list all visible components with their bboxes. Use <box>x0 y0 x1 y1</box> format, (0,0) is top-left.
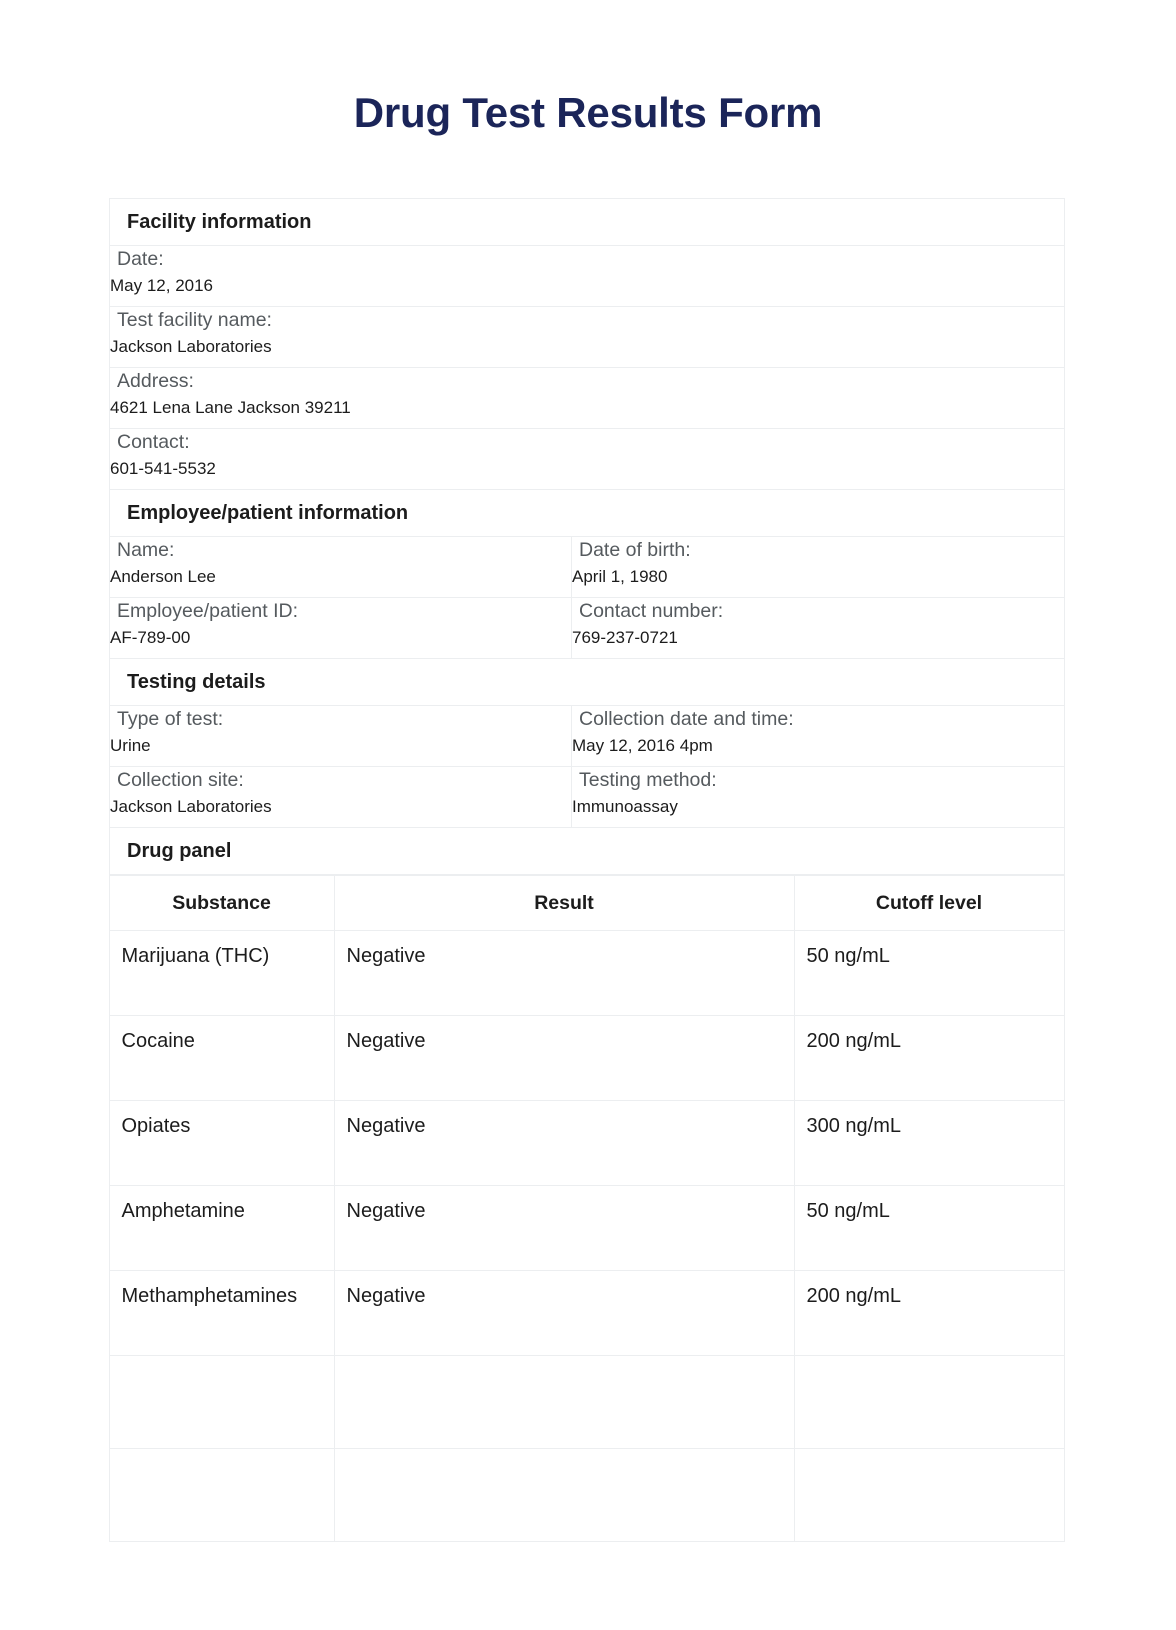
cell-substance[interactable]: Cocaine <box>109 1016 334 1101</box>
table-row <box>109 1356 1064 1449</box>
column-header-result: Result <box>334 876 794 931</box>
field-label-collection-date-and-time: Collection date and time: <box>579 708 794 730</box>
section-header-drug-panel <box>110 828 1065 875</box>
column-header-cutoff-level: Cutoff level <box>794 876 1064 931</box>
field-row-name-dob <box>110 537 1065 598</box>
table-row <box>109 1186 1064 1271</box>
field-row-collection-site-testing-method <box>110 767 1065 828</box>
section-header-cell <box>110 828 1065 875</box>
field-label-name: Name: <box>117 539 175 561</box>
section-header-testing-details <box>110 659 1065 706</box>
field-label-collection-site: Collection site: <box>117 769 244 791</box>
cell-cutoff[interactable]: 50 ng/mL <box>794 931 1064 1016</box>
field-label-contact: Contact: <box>117 431 190 453</box>
cell-cutoff[interactable]: 200 ng/mL <box>794 1016 1064 1101</box>
cell-result[interactable]: Negative <box>334 931 794 1016</box>
cell-substance[interactable]: Methamphetamines <box>109 1271 334 1356</box>
field-value-contact-number[interactable]: 769-237-0721 <box>572 628 678 647</box>
form-table <box>109 198 1065 1542</box>
field-cell-employee-patient-id[interactable] <box>110 598 572 659</box>
section-title-employee-patient-information: Employee/patient information <box>127 502 409 524</box>
field-cell-name[interactable] <box>110 537 572 598</box>
cell-substance[interactable]: Opiates <box>109 1101 334 1186</box>
cell-substance[interactable] <box>109 1356 334 1449</box>
field-cell-date-of-birth[interactable] <box>572 537 1065 598</box>
table-row <box>109 931 1064 1016</box>
section-title-testing-details: Testing details <box>127 671 266 693</box>
cell-cutoff[interactable]: 300 ng/mL <box>794 1101 1064 1186</box>
section-header-cell <box>110 659 1065 706</box>
table-row <box>109 1016 1064 1101</box>
field-row-address <box>110 368 1065 429</box>
field-label-employee-patient-id: Employee/patient ID: <box>117 600 299 622</box>
field-row-date <box>110 246 1065 307</box>
field-value-testing-method[interactable]: Immunoassay <box>572 797 678 816</box>
drug-panel-header-row <box>109 876 1064 931</box>
field-value-name[interactable]: Anderson Lee <box>110 567 216 586</box>
field-label-test-facility-name: Test facility name: <box>117 309 272 331</box>
field-value-date-of-birth[interactable]: April 1, 1980 <box>572 567 668 586</box>
table-row <box>109 1449 1064 1542</box>
field-label-date: Date: <box>117 248 164 270</box>
cell-result[interactable]: Negative <box>334 1016 794 1101</box>
drug-panel-table-row <box>110 875 1065 1543</box>
field-cell-collection-site[interactable] <box>110 767 572 828</box>
field-label-date-of-birth: Date of birth: <box>579 539 691 561</box>
cell-result[interactable] <box>334 1356 794 1449</box>
field-cell-testing-method[interactable] <box>572 767 1065 828</box>
page-title: Drug Test Results Form <box>353 89 823 136</box>
field-cell-test-facility-name[interactable] <box>110 307 1065 368</box>
cell-result[interactable]: Negative <box>334 1271 794 1356</box>
drug-panel-body <box>109 931 1064 1542</box>
section-header-employee-patient-information <box>110 490 1065 537</box>
field-row-id-contact-number <box>110 598 1065 659</box>
field-row-contact <box>110 429 1065 490</box>
field-value-test-facility-name[interactable]: Jackson Laboratories <box>110 337 272 356</box>
cell-substance[interactable]: Marijuana (THC) <box>109 931 334 1016</box>
field-label-contact-number: Contact number: <box>579 600 724 622</box>
section-title-drug-panel: Drug panel <box>127 840 232 862</box>
table-row <box>109 1271 1064 1356</box>
field-value-employee-patient-id[interactable]: AF-789-00 <box>110 628 191 647</box>
section-title-facility-information: Facility information <box>127 211 312 233</box>
table-row <box>109 1101 1064 1186</box>
field-value-type-of-test[interactable]: Urine <box>110 736 151 755</box>
section-header-facility-information <box>110 199 1065 246</box>
field-value-date[interactable]: May 12, 2016 <box>110 276 214 295</box>
field-value-contact[interactable]: 601-541-5532 <box>110 459 216 478</box>
section-header-cell <box>110 199 1065 246</box>
field-cell-contact-number[interactable] <box>572 598 1065 659</box>
field-cell-collection-date-and-time[interactable] <box>572 706 1065 767</box>
column-header-substance: Substance <box>109 876 334 931</box>
field-row-test-facility-name <box>110 307 1065 368</box>
cell-cutoff[interactable] <box>794 1449 1064 1542</box>
field-value-collection-date-and-time[interactable]: May 12, 2016 4pm <box>572 736 713 755</box>
field-value-address[interactable]: 4621 Lena Lane Jackson 39211 <box>110 398 351 417</box>
cell-cutoff[interactable]: 50 ng/mL <box>794 1186 1064 1271</box>
cell-cutoff[interactable]: 200 ng/mL <box>794 1271 1064 1356</box>
section-header-cell <box>110 490 1065 537</box>
drug-panel-table <box>109 875 1065 1542</box>
field-row-type-collection-datetime <box>110 706 1065 767</box>
field-cell-type-of-test[interactable] <box>110 706 572 767</box>
drug-panel-table-cell <box>110 875 1065 1543</box>
cell-substance[interactable]: Amphetamine <box>109 1186 334 1271</box>
cell-result[interactable]: Negative <box>334 1186 794 1271</box>
field-label-address: Address: <box>117 370 194 392</box>
field-label-type-of-test: Type of test: <box>117 708 224 730</box>
cell-cutoff[interactable] <box>794 1356 1064 1449</box>
cell-substance[interactable] <box>109 1449 334 1542</box>
cell-result[interactable] <box>334 1449 794 1542</box>
field-value-collection-site[interactable]: Jackson Laboratories <box>110 797 272 816</box>
cell-result[interactable]: Negative <box>334 1101 794 1186</box>
field-cell-date[interactable] <box>110 246 1065 307</box>
field-cell-contact[interactable] <box>110 429 1065 490</box>
field-cell-address[interactable] <box>110 368 1065 429</box>
field-label-testing-method: Testing method: <box>579 769 717 791</box>
